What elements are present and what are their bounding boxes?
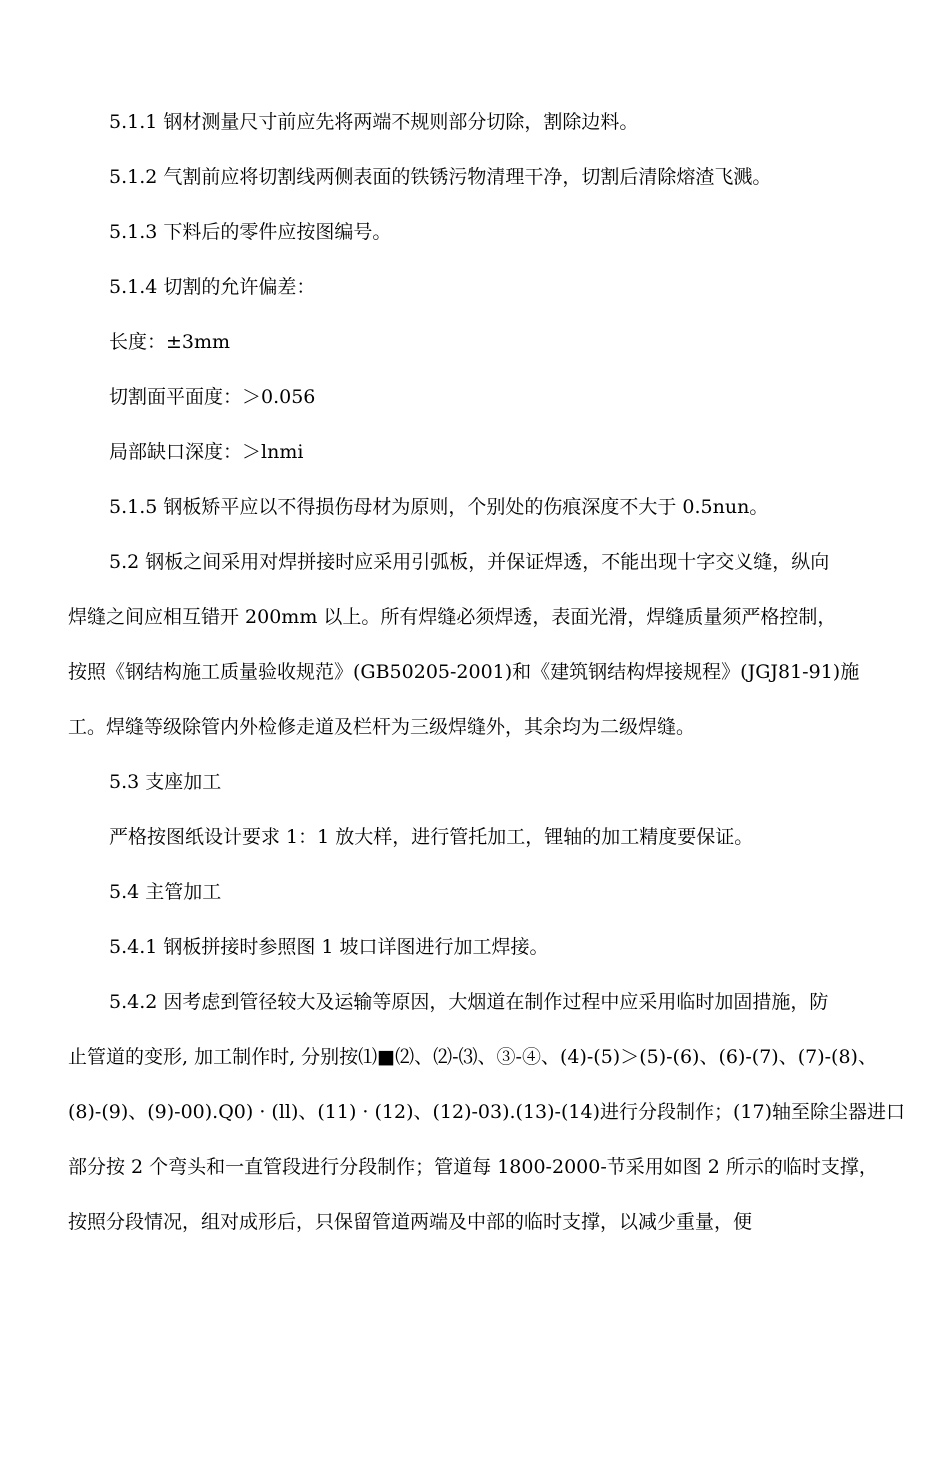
tolerance-notch-depth: 局部缺口深度：＞lnmi — [109, 441, 304, 463]
section-5-3-heading: 5.3 支座加工 — [109, 771, 222, 793]
clause-5-1-5: 5.1.5 钢板矫平应以不得损伤母材为原则，个别处的伤痕深度不大于 0.5nun。 — [109, 496, 769, 518]
clause-5-2-line-2: 焊缝之间应相互错开 200mm 以上。所有焊缝必须焊透，表面光滑，焊缝质量须严格控制， — [68, 606, 837, 628]
clause-5-2-line-1: 5.2 钢板之间采用对焊拼接时应采用引弧板，并保证焊透，不能出现十字交义缝，纵向 — [109, 551, 830, 573]
clause-5-4-2-line-3: (8)-(9)、(9)-00).Q0) · (ll)、(11) · (12)、(12)-03).(13)-(14)进行分段制作；(17)轴至除尘器进口 — [68, 1101, 905, 1123]
clause-5-4-2-line-4: 部分按 2 个弯头和一直管段进行分段制作；管道每 1800-2000-节采用如图 2 所示的临时支撑， — [68, 1156, 878, 1178]
clause-5-4-2-line-1: 5.4.2 因考虑到管径较大及运输等原因，大烟道在制作过程中应采用临时加固措施，防 — [109, 991, 829, 1013]
clause-5-4-2-line-2: 止管道的变形, 加工制作时, 分别按⑴■⑵、⑵-⑶、③-④、(4)-(5)＞(5)-(6)、(6)-(7)、(7)-(8)、 — [68, 1046, 877, 1068]
clause-5-1-4: 5.1.4 切割的允许偏差： — [109, 276, 316, 298]
tolerance-flatness: 切割面平面度：＞0.056 — [109, 386, 316, 408]
clause-5-4-1: 5.4.1 钢板拼接时参照图 1 坡口详图进行加工焊接。 — [109, 936, 549, 958]
clause-5-4-2-line-5: 按照分段情况，组对成形后，只保留管道两端及中部的临时支撑，以减少重量，便 — [68, 1211, 753, 1233]
clause-5-1-3: 5.1.3 下料后的零件应按图编号。 — [109, 221, 392, 243]
tolerance-length: 长度：±3mm — [109, 331, 231, 353]
section-5-4-heading: 5.4 主管加工 — [109, 881, 222, 903]
clause-5-2-line-3: 按照《钢结构施工质量验收规范》(GB50205-2001)和《建筑钢结构焊接规程》(JGJ81-91)施 — [68, 661, 860, 683]
clause-5-2-line-4: 工。焊缝等级除管内外检修走道及栏杆为三级焊缝外，其余均为二级焊缝。 — [68, 716, 696, 738]
clause-5-1-2: 5.1.2 气割前应将切割线两侧表面的铁锈污物清理干净，切割后清除熔渣飞溅。 — [109, 166, 772, 188]
clause-5-1-1: 5.1.1 钢材测量尺寸前应先将两端不规则部分切除，割除边料。 — [109, 111, 639, 133]
clause-5-3-text: 严格按图纸设计要求 1：1 放大样，进行管托加工，锂轴的加工精度要保证。 — [109, 826, 754, 848]
